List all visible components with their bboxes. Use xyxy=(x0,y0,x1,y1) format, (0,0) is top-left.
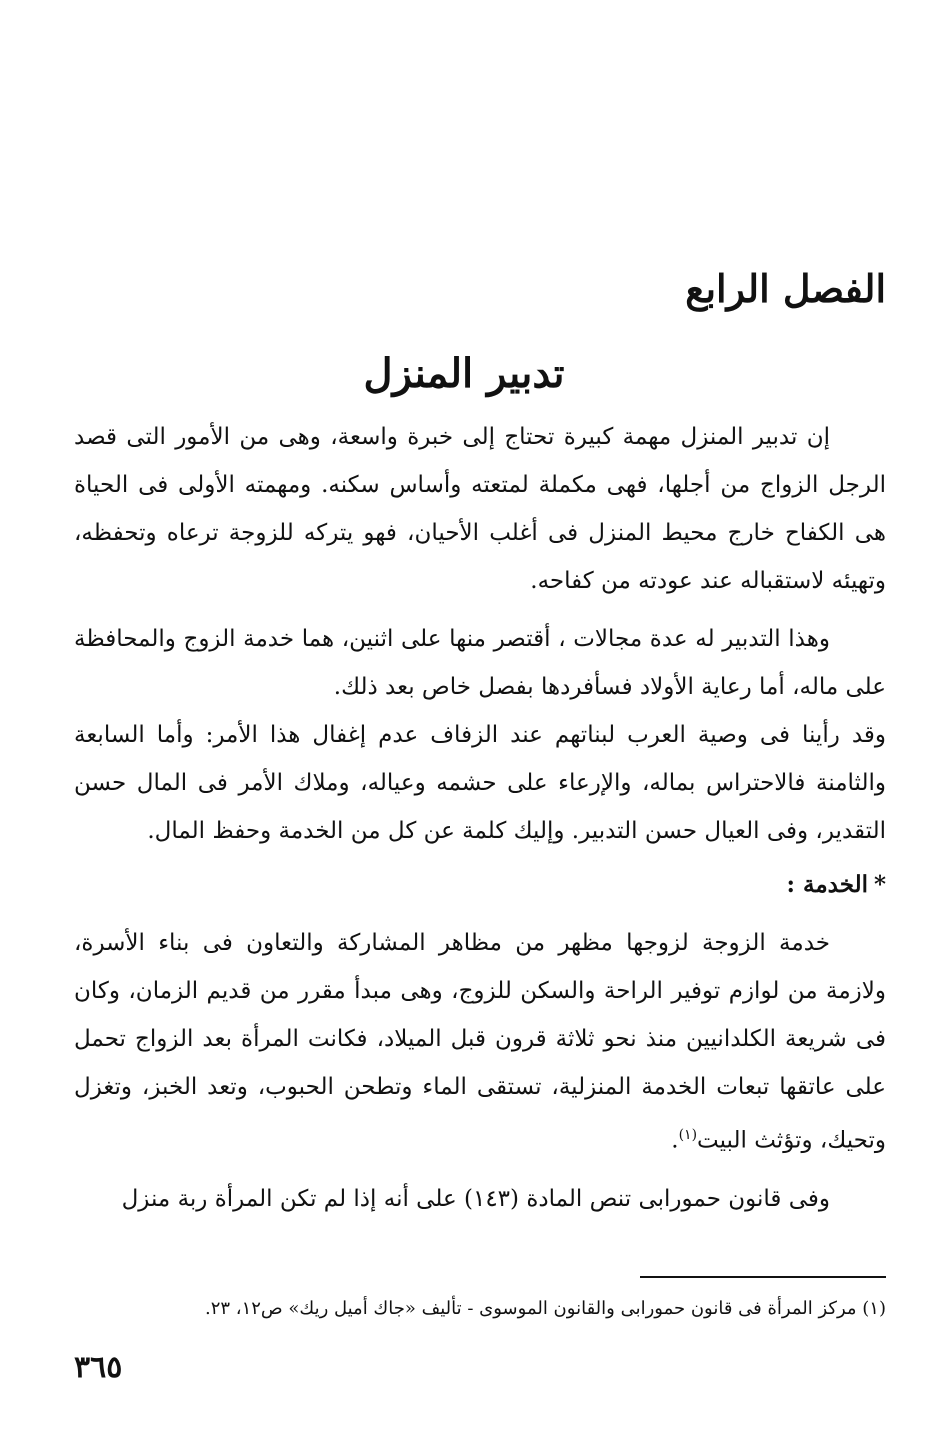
body-text xyxy=(74,413,886,1223)
subheading-service xyxy=(74,863,886,907)
paragraph-4-text: خدمة الزوجة لزوجها مظهر من مظاهر المشاركة والتعاون فى بناء الأسرة، ولازمة من لوازم توفير الراحة والسكن للزوج، وهى مبدأ مقرر من قديم الزمان، وكان فى شريعة الكلدانيين منذ نحو ثلاثة قرون قبل الميلاد، فكانت المرأة بعد الزواج تحمل على عاتقها تبعات الخدمة المنزلية، تستقى الماء وتطحن الحبوب، وتعد الخبز، وتغزل وتحيك، وتؤثث البيت xyxy=(74,930,886,1154)
paragraph-2: وهذا التدبير له عدة مجالات ، أقتصر منها على اثنين، هما خدمة الزوج والمحافظة على ماله، أما رعاية الأولاد فسأفردها بفصل خاص بعد ذلك. xyxy=(74,626,886,700)
footnote-reference: (١) xyxy=(678,1127,698,1143)
paragraph-3: وقد رأينا فى وصية العرب لبناتهم عند الزفاف عدم إغفال هذا الأمر: وأما السابعة والثامنة فالاحتراس بماله، والإرعاء على حشمه وعياله، وملاك الأمر فى المال حسن التقدير، وفى العيال حسن التدبير. وإليك كلمة عن كل من الخدمة وحفظ المال. xyxy=(74,722,886,844)
asterisk-icon: * xyxy=(873,871,886,898)
footnote-divider xyxy=(640,1276,886,1278)
paragraph-4 xyxy=(74,919,886,1165)
paragraph-5: وفى قانون حمورابى تنص المادة (١٤٣) على أنه إذا لم تكن المرأة ربة منزل xyxy=(121,1185,830,1212)
chapter-heading: الفصل الرابع xyxy=(685,266,886,311)
footnote: (١) مركز المرأة فى قانون حمورابى والقانون الموسوى - تأليف «جاك أميل ريك» ص١٢، ٢٣. xyxy=(204,1298,886,1319)
subheading-label: الخدمة : xyxy=(786,871,868,898)
page-number: ٣٦٥ xyxy=(74,1350,123,1385)
paragraph-1: إن تدبير المنزل مهمة كبيرة تحتاج إلى خبرة واسعة، وهى من الأمور التى قصد الرجل الزواج من أجلها، فهى مكملة لمتعته وأساس سكنه. ومهمته الأولى فى الحياة هى الكفاح خارج محيط المنزل فى أغلب الأحيان، فهو يتركه للزوجة ترعاه وتحفظه، وتهيئه لاستقباله عند عودته من كفاحه. xyxy=(74,424,886,594)
section-title: تدبير المنزل xyxy=(363,350,565,397)
paragraph-4-end: . xyxy=(671,1127,679,1154)
